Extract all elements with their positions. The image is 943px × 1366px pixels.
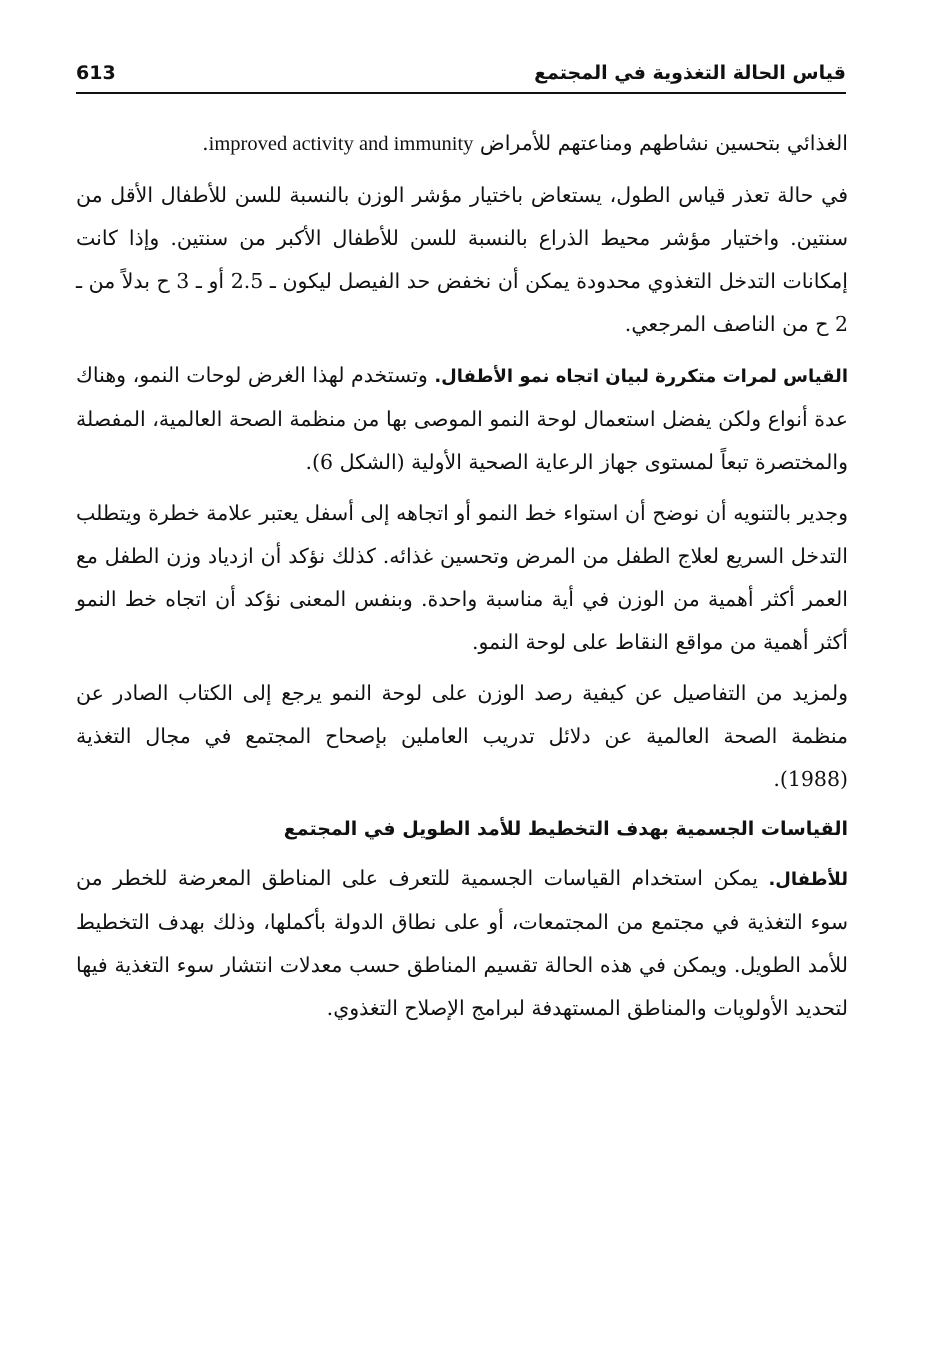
- paragraph-1: [76, 122, 848, 166]
- body-text: [76, 122, 848, 1038]
- paragraph-6-lead: للأطفال.: [768, 869, 848, 890]
- running-title: قياس الحالة التغذوية في المجتمع: [534, 62, 846, 84]
- paragraph-6-text: يمكن استخدام القياسات الجسمية للتعرف على المناطق المعرضة للخطر من سوء التغذية في مجتمع من المجتمعات، أو على نطاق الدولة بأكملها، وذلك بهدف التخطيط للأمد الطويل. ويمكن في هذه الحالة تقسيم المناطق حسب معدلات انتشار سوء التغذية فيها لتحديد الأولويات والمناطق المستهدفة لبرامج الإصلاح التغذوي.: [76, 866, 848, 1020]
- english-term: improved activity and immunity: [208, 133, 474, 155]
- paragraph-3-lead: القياس لمرات متكررة لبيان اتجاه نمو الأطفال.: [434, 366, 848, 387]
- paragraph-3-text: وتستخدم لهذا الغرض لوحات النمو، وهناك عدة أنواع ولكن يفضل استعمال لوحة النمو الموصى بها من منظمة الصحة العالمية، المفصلة والمختصرة تبعاً لمستوى جهاز الرعاية الصحية الأولية (الشكل 6).: [76, 363, 848, 474]
- paragraph-1-text: الغذائي بتحسين نشاطهم ومناعتهم للأمراض: [473, 131, 848, 155]
- paragraph-5: ولمزيد من التفاصيل عن كيفية رصد الوزن على لوحة النمو يرجع إلى الكتاب الصادر عن منظمة الصحة العالمية عن دلائل تدريب العاملين بإصحاح المجتمع في مجال التغذية (1988).: [76, 681, 848, 791]
- paragraph-2: في حالة تعذر قياس الطول، يستعاض باختيار مؤشر الوزن بالنسبة للسن للأطفال الأقل من سنتين. واختيار مؤشر محيط الذراع بالنسبة للسن للأطفال الأكبر من سنتين. وإذا كانت إمكانات التدخل التغذوي محدودة يمكن أن نخفض حد الفيصل ليكون ـ 2.5 أو ـ 3 ح بدلاً من ـ 2 ح من الناصف المرجعي.: [76, 183, 848, 336]
- paragraph-1-end: .: [202, 131, 209, 155]
- paragraph-4: وجدير بالتنويه أن نوضح أن استواء خط النمو أو اتجاهه إلى أسفل يعتبر علامة خطرة ويتطلب التدخل السريع لعلاج الطفل من المرض وتحسين غذائه. كذلك نؤكد أن ازدياد وزن الطفل مع العمر أكثر أهمية من الوزن في أية مناسبة واحدة. وبنفس المعنى نؤكد أن اتجاه خط النمو أكثر أهمية من مواقع النقاط على لوحة النمو.: [76, 501, 848, 654]
- running-header: [76, 58, 846, 94]
- page-number: 613: [76, 62, 116, 84]
- section-heading: القياسات الجسمية بهدف التخطيط للأمد الطويل في المجتمع: [283, 818, 848, 840]
- paragraph-3: [76, 354, 848, 484]
- paragraph-6: [76, 857, 848, 1030]
